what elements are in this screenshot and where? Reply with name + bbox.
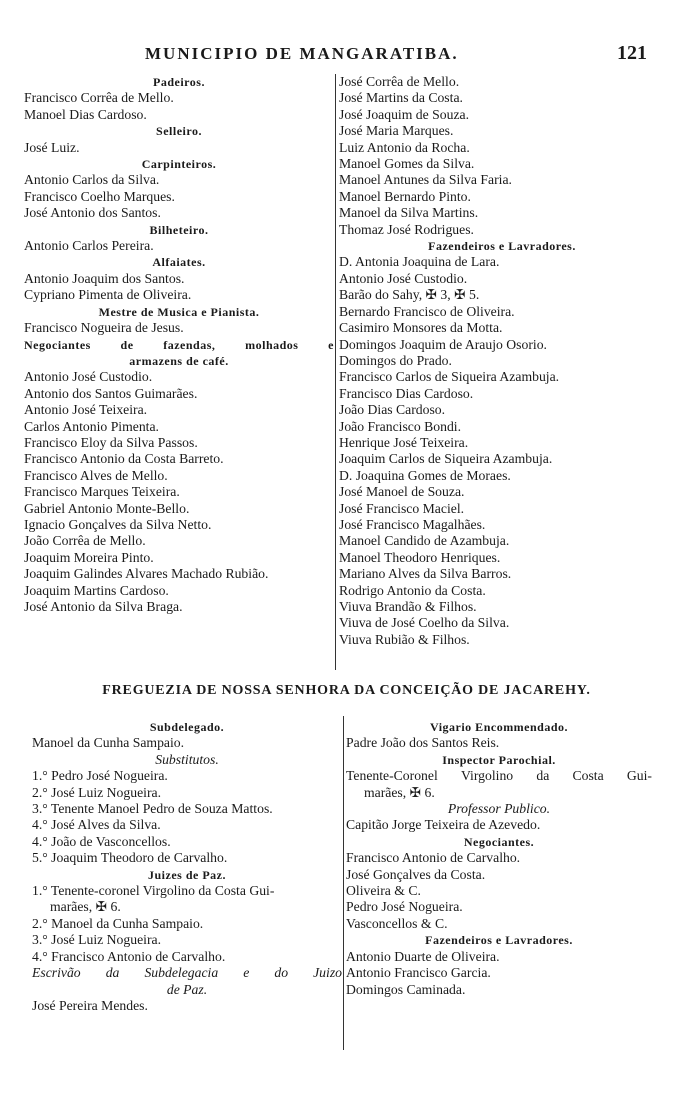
entry bbox=[346, 768, 652, 784]
bottom-right-column bbox=[346, 719, 652, 998]
word: e bbox=[243, 965, 250, 981]
entry: 4.° Francisco Antonio de Carvalho. bbox=[32, 948, 226, 964]
entry: José Francisco Maciel. bbox=[339, 500, 465, 516]
section-heading: Bilheteiro. bbox=[149, 222, 209, 237]
entry: João Dias Cardoso. bbox=[339, 402, 446, 418]
word: da bbox=[536, 768, 550, 784]
entry: Cypriano Pimenta de Oliveira. bbox=[24, 287, 192, 303]
entry: 5.° Joaquim Theodoro de Carvalho. bbox=[32, 850, 228, 866]
entry: João Francisco Bondi. bbox=[339, 418, 462, 434]
entry: Manoel Bernardo Pinto. bbox=[339, 188, 471, 204]
entry: Carlos Antonio Pimenta. bbox=[24, 418, 159, 434]
word: Gui- bbox=[626, 768, 652, 784]
running-head bbox=[0, 44, 693, 68]
entry: Antonio Duarte de Oliveira. bbox=[346, 948, 500, 964]
entry: Capitão Jorge Teixeira de Azevedo. bbox=[346, 817, 541, 833]
entry: Francisco Dias Cardoso. bbox=[339, 385, 474, 401]
section-heading: Selleiro. bbox=[156, 124, 202, 139]
entry: Francisco Corrêa de Mello. bbox=[24, 90, 174, 106]
entry: 4.° José Alves da Silva. bbox=[32, 817, 161, 833]
word: e bbox=[328, 337, 334, 352]
entry: 3.° Tenente Manoel Pedro de Souza Mattos. bbox=[32, 801, 273, 817]
entry: 3.° José Luiz Nogueira. bbox=[32, 932, 162, 948]
word: Subdelegacia bbox=[144, 965, 219, 981]
entry: Rodrigo Antonio da Costa. bbox=[339, 582, 486, 598]
section-heading: Negociantes. bbox=[463, 834, 535, 849]
entry: Thomaz José Rodrigues. bbox=[339, 221, 474, 237]
entry: Gabriel Antonio Monte-Bello. bbox=[24, 500, 190, 516]
entry: Barão do Sahy, ✠ 3, ✠ 5. bbox=[339, 287, 480, 303]
entry: Viuva Rubião & Filhos. bbox=[339, 631, 470, 647]
entry: Domingos Caminada. bbox=[346, 981, 466, 997]
word: Virgolino bbox=[460, 768, 514, 784]
entry: 1.° Pedro José Nogueira. bbox=[32, 768, 168, 784]
column-rule-bottom bbox=[343, 716, 344, 1050]
word: Juizo bbox=[313, 965, 342, 981]
entry: Joaquim Carlos de Siqueira Azambuja. bbox=[339, 451, 553, 467]
entry: Francisco Nogueira de Jesus. bbox=[24, 320, 184, 336]
entry: José Antonio dos Santos. bbox=[24, 205, 161, 221]
entry: Antonio Francisco Garcia. bbox=[346, 965, 491, 981]
word: Costa bbox=[572, 768, 604, 784]
section-heading: Carpinteiros. bbox=[141, 157, 217, 172]
entry: Oliveira & C. bbox=[346, 883, 421, 899]
entry: Francisco Marques Teixeira. bbox=[24, 484, 180, 500]
subheading: Professor Publico. bbox=[447, 801, 551, 817]
section-heading bbox=[24, 337, 334, 353]
entry: Vasconcellos & C. bbox=[346, 915, 448, 931]
word: Negociantes bbox=[24, 337, 91, 352]
section-heading: Vigario Encommendado. bbox=[429, 720, 569, 734]
entry: Domingos do Prado. bbox=[339, 352, 452, 368]
entry: Antonio José Teixeira. bbox=[24, 402, 148, 418]
entry: 1.° Tenente-coronel Virgolino da Costa Gui- bbox=[32, 883, 275, 899]
entry: Francisco Alves de Mello. bbox=[24, 467, 168, 483]
entry: 2.° José Luiz Nogueira. bbox=[32, 784, 162, 800]
word: molhados bbox=[245, 337, 299, 352]
entry: Antonio dos Santos Guimarães. bbox=[24, 385, 198, 401]
entry: José Antonio da Silva Braga. bbox=[24, 599, 183, 614]
entry: Joaquim Galindes Alvares Machado Rubião. bbox=[24, 566, 269, 582]
entry: Antonio José Custodio. bbox=[339, 270, 468, 286]
section-heading: Subdelegado. bbox=[149, 720, 225, 734]
entry: Manoel Candido de Azambuja. bbox=[339, 533, 510, 549]
entry: José Maria Marques. bbox=[339, 123, 454, 139]
entry: Francisco Coelho Marques. bbox=[24, 188, 175, 204]
entry: Manoel da Cunha Sampaio. bbox=[32, 735, 185, 751]
entry: Antonio José Custodio. bbox=[24, 369, 153, 385]
bottom-left-column bbox=[32, 719, 342, 1014]
entry: Manoel Antunes da Silva Faria. bbox=[339, 172, 512, 188]
word: da bbox=[105, 965, 120, 981]
section-heading: Juizes de Paz. bbox=[148, 867, 226, 882]
subheading: Substitutos. bbox=[155, 751, 219, 767]
entry-continuation: marães, ✠ 6. bbox=[50, 899, 121, 915]
entry: Ignacio Gonçalves da Silva Netto. bbox=[24, 516, 212, 532]
entry: Manoel Gomes da Silva. bbox=[339, 156, 475, 172]
section-heading: Fazendeiros e Lavradores. bbox=[425, 933, 573, 948]
word: do bbox=[274, 965, 289, 981]
entry: João Corrêa de Mello. bbox=[24, 533, 146, 549]
entry: José Corrêa de Mello. bbox=[339, 74, 460, 89]
entry: Padre João dos Santos Reis. bbox=[346, 735, 500, 751]
entry: 2.° Manoel da Cunha Sampaio. bbox=[32, 915, 204, 931]
entry: José Manoel de Souza. bbox=[339, 484, 465, 500]
entry: Mariano Alves da Silva Barros. bbox=[339, 566, 512, 582]
word: Escrivão bbox=[32, 965, 81, 981]
section-heading: Padeiros. bbox=[153, 75, 205, 89]
entry-continuation: marães, ✠ 6. bbox=[364, 784, 435, 800]
entry: Bernardo Francisco de Oliveira. bbox=[339, 303, 515, 319]
entry: Pedro José Nogueira. bbox=[346, 899, 463, 915]
entry: 4.° João de Vasconcellos. bbox=[32, 833, 171, 849]
section-title: FREGUEZIA DE NOSSA SENHORA DA CONCEIÇÃO DE JACAREHY. bbox=[102, 683, 591, 698]
page-number: 121 bbox=[617, 42, 647, 64]
entry: Luiz Antonio da Rocha. bbox=[339, 139, 470, 155]
entry: Francisco Antonio da Costa Barreto. bbox=[24, 451, 224, 467]
section-heading: Mestre de Musica e Pianista. bbox=[98, 304, 260, 319]
entry: José Gonçalves da Costa. bbox=[346, 866, 486, 882]
column-rule-top bbox=[335, 74, 336, 670]
entry: D. Antonia Joaquina de Lara. bbox=[339, 254, 500, 270]
entry: Domingos Joaquim de Araujo Osorio. bbox=[339, 336, 547, 352]
entry: Henrique José Teixeira. bbox=[339, 434, 469, 450]
entry: José Martins da Costa. bbox=[339, 90, 463, 106]
entry: José Luiz. bbox=[24, 139, 80, 155]
section-heading: Inspector Parochial. bbox=[442, 752, 556, 767]
word: de bbox=[120, 337, 134, 352]
section-heading: Fazendeiros e Lavradores. bbox=[428, 239, 576, 254]
top-left-column bbox=[24, 74, 334, 615]
entry: Manoel Dias Cardoso. bbox=[24, 106, 147, 122]
page-title: MUNICIPIO DE MANGARATIBA. bbox=[145, 44, 459, 63]
entry: José Pereira Mendes. bbox=[32, 997, 148, 1013]
entry: Joaquim Moreira Pinto. bbox=[24, 549, 154, 565]
section-heading: armazens de café. bbox=[129, 353, 229, 368]
entry: Francisco Eloy da Silva Passos. bbox=[24, 434, 198, 450]
subheading bbox=[32, 965, 342, 981]
entry: José Joaquim de Souza. bbox=[339, 106, 470, 122]
word: fazendas, bbox=[163, 337, 216, 352]
section-heading: Alfaiates. bbox=[152, 255, 206, 270]
entry: Casimiro Monsores da Motta. bbox=[339, 320, 503, 336]
entry: Manoel da Silva Martins. bbox=[339, 205, 479, 221]
entry: Manoel Theodoro Henriques. bbox=[339, 549, 501, 565]
entry: Francisco Carlos de Siqueira Azambuja. bbox=[339, 369, 560, 385]
entry: D. Joaquina Gomes de Moraes. bbox=[339, 467, 511, 483]
entry: Antonio Carlos da Silva. bbox=[24, 172, 160, 188]
top-right-column bbox=[339, 74, 665, 648]
entry: Joaquim Martins Cardoso. bbox=[24, 582, 169, 598]
entry: Viuva Brandão & Filhos. bbox=[339, 599, 477, 614]
entry: Viuva de José Coelho da Silva. bbox=[339, 615, 510, 631]
entry: Antonio Carlos Pereira. bbox=[24, 238, 154, 254]
entry: Francisco Antonio de Carvalho. bbox=[346, 850, 521, 866]
word: Tenente-Coronel bbox=[346, 768, 438, 784]
entry: José Francisco Magalhães. bbox=[339, 516, 486, 532]
entry: Antonio Joaquim dos Santos. bbox=[24, 270, 185, 286]
subheading: de Paz. bbox=[166, 981, 208, 997]
